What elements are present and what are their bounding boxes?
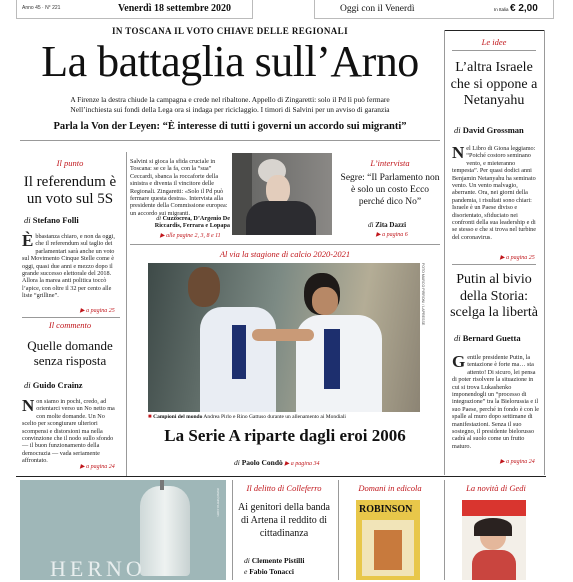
arrow-icon: ▶ bbox=[376, 232, 383, 238]
robinson-title: ROBINSON bbox=[359, 504, 413, 515]
masthead bbox=[0, 0, 573, 20]
right-article-body-2: Gentile presidente Putin, la tentazione è forte ma… sta attento! Di sicuro, lei pensa di poter risolvere la situazione in cui si trova Lukashenko imponendogli un “processo di integrazione” tra la Bielorussia e il suo Paese, perché in fondo è con le spalle al muro dopo settimane di manifestazioni. Senza il suo sostegno, il presidente bielorusso cadrà al suolo come un frutto maturo. bbox=[452, 352, 539, 450]
left-continue[interactable]: ▶ a pagina 25 bbox=[80, 308, 115, 314]
left-title-referendum: Il referendum è un voto sul 5S bbox=[23, 174, 117, 207]
ad-brand: HERNO bbox=[50, 556, 146, 581]
price: € 2,00 bbox=[510, 3, 538, 14]
robinson-cover[interactable] bbox=[356, 500, 420, 580]
arrow-icon: ▶ bbox=[160, 233, 167, 239]
left-article-body-2: Non siamo in pochi, credo, ad orientarci verso un No netto ma con molte domande. Un No scelto per scongiurare ulteriori scompensi e distorsioni ma nella convinzione che il nodo sullo sfondo — il buon funzionamento della democrazia — vada seriamente affrontato. bbox=[22, 396, 115, 465]
arrow-icon: ▶ bbox=[284, 461, 291, 467]
gedi-book-cover[interactable] bbox=[462, 500, 526, 580]
issue-date: Venerdì 18 settembre 2020 bbox=[118, 3, 232, 14]
left-title-domande: Quelle domande senza risposta bbox=[27, 338, 113, 368]
main-headline: La battaglia sull’Arno bbox=[41, 37, 419, 86]
left-byline: di Stefano Folli bbox=[24, 215, 79, 225]
interview-byline: di Zita Dazzi bbox=[368, 221, 407, 229]
right-continue-2[interactable]: ▶ a pagina 24 bbox=[500, 459, 535, 465]
right-byline-2: di Bernard Guetta bbox=[454, 333, 521, 343]
weekly-supplement: Oggi con il Venerdì bbox=[340, 4, 415, 14]
football-photo bbox=[148, 263, 420, 412]
ad-url: www.herno.com bbox=[216, 488, 221, 517]
section-intervista: L’intervista bbox=[370, 158, 410, 168]
right-title-putin: Putin al bivio della Storia: scelga la libertà bbox=[450, 272, 538, 320]
arrow-icon: ■ bbox=[148, 414, 154, 420]
issue-number: Anno 45 · N° 221 bbox=[22, 5, 61, 11]
arrow-icon: ▶ bbox=[500, 459, 507, 465]
photo-caption: ■ Campioni del mondo Andrea Pirlo e Rino Gattuso durante un allenamento ai Mondiali bbox=[148, 414, 346, 420]
right-article-body: Nel Libro di Giona leggiamo: “Poiché costoro seminano vento, e mieteranno tempesta”. Per quasi dodici anni Benjamin Netanyahu ha seminato vento. Un vento malvagio, aberrante. Ora, nei giorni della pandemia, i risultati sono chiari: Israele è un Paese diviso e disorientato, sfiduciato nei confronti della sua leadership e di se stesso e che si trova nel turbine del coronavirus. bbox=[452, 143, 537, 241]
arrow-icon: ▶ bbox=[80, 464, 87, 470]
right-byline: di David Grossman bbox=[454, 125, 524, 135]
section-le-idee: Le idee bbox=[481, 37, 507, 47]
photo-credit: FOTO MARCO PIRRONI / LAPRESSE bbox=[421, 263, 425, 326]
second-headline: Parla la Von der Leyen: “È interesse di tutti i governi un accordo sui migranti” bbox=[53, 121, 407, 132]
crime-byline: di Clemente Pistilli e Fabio Tonacci bbox=[244, 556, 305, 576]
football-byline: di Paolo Condò ▶ a pagina 34 bbox=[234, 458, 320, 467]
section-il-punto: Il punto bbox=[56, 158, 84, 168]
right-title-israele: L’altra Israele che si oppone a Netanyahu bbox=[450, 60, 538, 108]
arrow-icon: ▶ bbox=[80, 308, 87, 314]
left-article-body: Èbbastanza chiaro, e non da oggi, che il referendum sul taglio dei parlamentari sarà anche un voto sul Movimento Cinque Stelle come è oggi, quasi due anni e mezzo dopo il grande successo elettorale del 2018. Allora la marea anti politica toccò l’apice, con oltre il 32 per cento alle liste “grilline”. bbox=[22, 231, 115, 300]
football-headline: La Serie A riparte dagli eroi 2006 bbox=[164, 426, 406, 445]
center-continue[interactable]: ▶ alle pagine 2, 3, 8 e 11 bbox=[160, 233, 221, 239]
interview-continue[interactable]: ▶ a pagina 6 bbox=[376, 232, 408, 238]
herno-advertisement[interactable] bbox=[20, 480, 226, 580]
section-domani-edicola: Domani in edicola bbox=[358, 483, 422, 493]
subhead-line-2: Nell’inchiesta sui fondi della Lega ora si indaga per riciclaggio. I timori di Salvini per un avviso di garanzia bbox=[70, 105, 390, 114]
subhead-line-1: A Firenze la destra chiude la campagna e crede nel ribaltone. Appello di Zingaretti: solo il Pd lì può fermare bbox=[70, 95, 390, 104]
crime-title: Ai genitori della banda di Artena il reddito di cittadinanza bbox=[238, 502, 330, 539]
arrow-icon: ▶ bbox=[500, 255, 507, 261]
section-colleferro: Il delitto di Colleferro bbox=[246, 483, 322, 493]
interview-title: Segre: “Il Parlamento non è solo un costo Ecco perché dico No” bbox=[340, 173, 440, 207]
football-banner: Al via la stagione di calcio 2020-2021 bbox=[219, 249, 351, 259]
section-il-commento: Il commento bbox=[48, 320, 92, 330]
segre-photo bbox=[232, 153, 332, 235]
price-label: In Italia bbox=[494, 7, 509, 12]
section-novita-gedi: La novità di Gedi bbox=[466, 483, 526, 493]
left-continue-2[interactable]: ▶ a pagina 24 bbox=[80, 464, 115, 470]
center-article-body: Salvini si gioca la sfida cruciale in Toscana: se ce la fa, con la “sua” Ceccardi, sbanca la roccaforte della sinistra e diventa il vincitore delle Regionali. Zingaretti: «Solo il Pd può fermare questa destra». Intervista alla presidente della Commissione europea: un accordo sui migranti. bbox=[130, 158, 228, 217]
right-continue[interactable]: ▶ a pagina 25 bbox=[500, 255, 535, 261]
center-byline: di Cuzzocrea, D’Argenio De Riccardis, Ferrara e Lopapa bbox=[154, 215, 230, 230]
left-byline-2: di Guido Crainz bbox=[24, 380, 83, 390]
kicker: IN TOSCANA IL VOTO CHIAVE DELLE REGIONALI bbox=[112, 26, 348, 36]
